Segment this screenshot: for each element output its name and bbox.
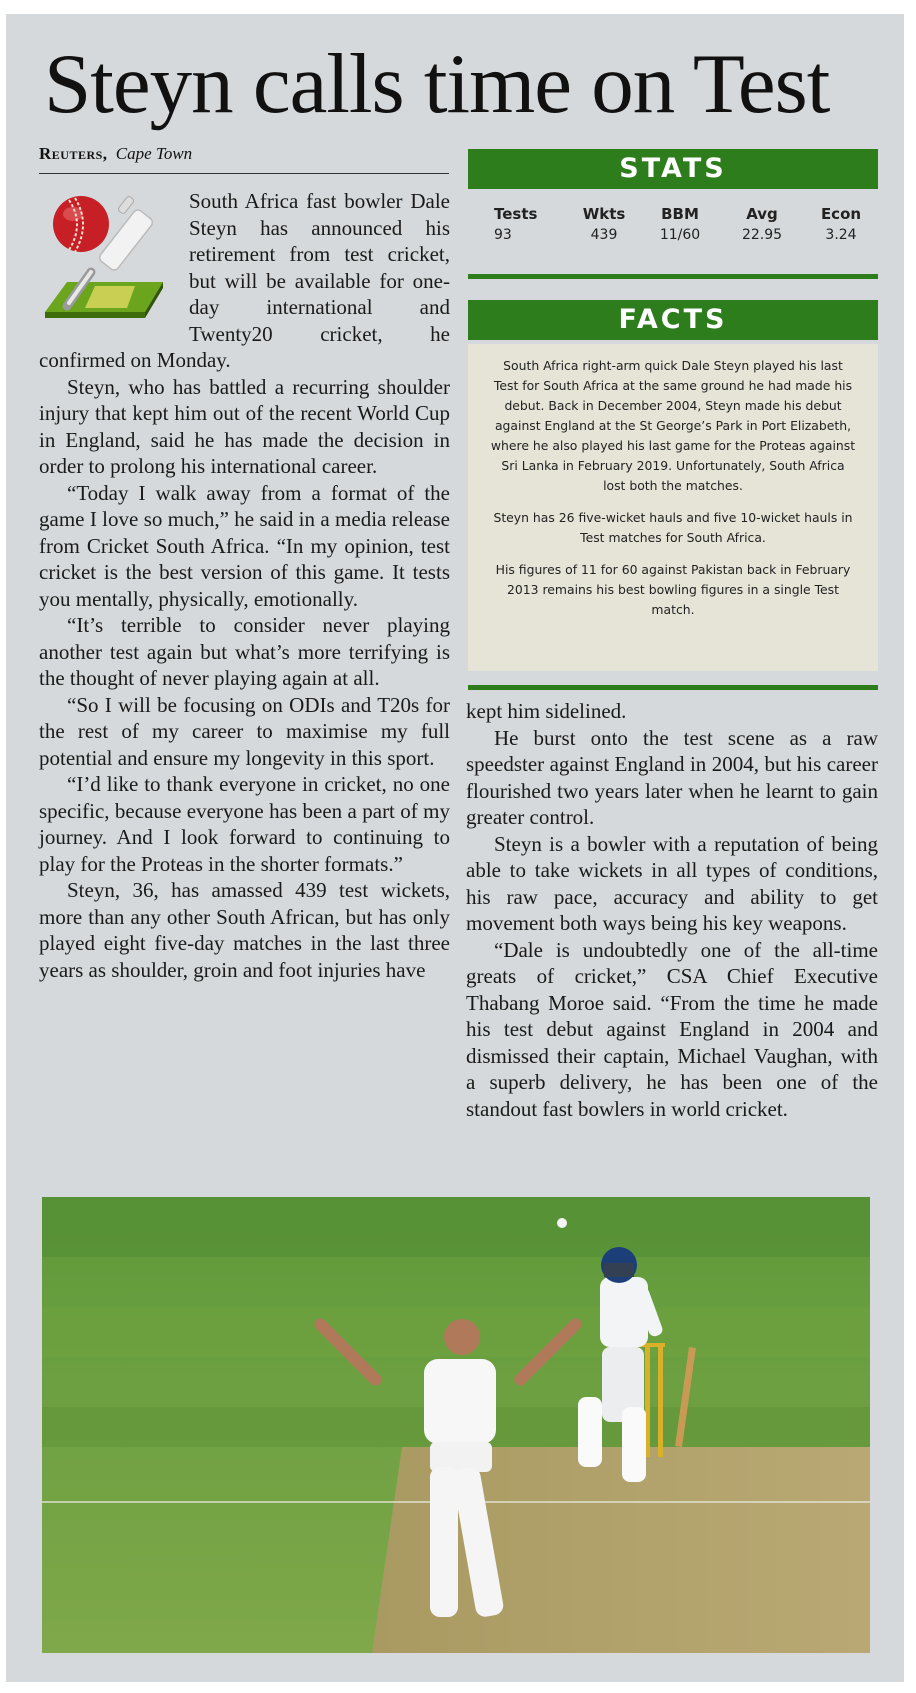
stats-col-wkts: Wkts	[582, 205, 626, 223]
stats-col-econ: Econ	[820, 205, 862, 223]
article-paragraph: “So I will be focusing on ODIs and T20s for the rest of my career to maximise my full potential and ensure my longevity in this sport.	[39, 692, 450, 770]
article-paragraph: Steyn, 36, has amassed 439 test wickets, more than any other South African, but has only played eight five-day matches in the last three years as shoulder, groin and foot injuries have	[39, 878, 450, 982]
match-photo	[42, 1197, 870, 1653]
headline: Steyn calls time on Test	[44, 37, 830, 131]
article-paragraph: Steyn, who has battled a recurring shoulder injury that kept him out of the recent World Cup in England, said he has made the decision in order to prolong his international career.	[39, 374, 450, 478]
stats-header: STATS	[468, 149, 878, 189]
article-lead: South Africa fast bowler Dale Steyn has announced his retirement from test cricket, but will be available for one-day international and Twenty20 cricket, he confirmed on Monday.	[39, 189, 450, 372]
byline-location: Cape Town	[115, 144, 193, 163]
article-continuation: kept him sidelined.	[466, 699, 627, 723]
article-paragraph: “It’s terrible to consider never playing another test again but what’s more terrifying is the thought of never playing again at all.	[39, 613, 450, 690]
article-column-right	[466, 698, 878, 1122]
byline	[39, 144, 192, 164]
facts-body	[468, 344, 878, 671]
stats-value-wkts: 439	[590, 227, 618, 243]
stats-col-avg: Avg	[746, 205, 778, 223]
facts-header: FACTS	[468, 300, 878, 340]
fact-item: South Africa right-arm quick Dale Steyn played his last Test for South Africa at the same ground he had made his debut. Back in December 2004, Steyn made his debut against England at the St George’s Park in Port Elizabeth, where he also played his last game for the Proteas against Sri Lanka in February 2019. Unfortunately, South Africa lost both the matches.	[490, 358, 856, 493]
article-paragraph: He burst onto the test scene as a raw speedster against England in 2004, but his career flourished two years later when he learnt to gain greater control.	[466, 725, 878, 829]
stats-value-bbm: 11/60	[659, 227, 701, 243]
fact-item: Steyn has 26 five-wicket hauls and five 10-wicket hauls in Test matches for South Africa.	[493, 510, 853, 545]
stats-col-tests: Tests	[494, 205, 538, 223]
stats-value-econ: 3.24	[825, 227, 857, 243]
stats-col-bbm: BBM	[661, 205, 699, 223]
stats-divider	[468, 274, 878, 279]
byline-agency: Reuters,	[39, 144, 108, 163]
article-paragraph: “Dale is undoubtedly one of the all-time greats of cricket,” CSA Chief Executive Thabang Moroe said. “From the time he made his test debut against England in 2004 and dismissed their captain, Michael Vaughan, with a superb delivery, he has been one of the standout fast bowlers in world cricket.	[466, 937, 878, 1121]
byline-rule	[39, 173, 449, 174]
article-paragraph: Steyn is a bowler with a reputation of being able to take wickets in all types of conditions, his raw pace, accuracy and ability to get movement both ways being his key weapons.	[466, 831, 878, 935]
article-page	[6, 14, 904, 1682]
fact-item: His figures of 11 for 60 against Pakistan back in February 2013 remains his best bowling figures in a single Test match.	[495, 562, 851, 617]
stats-value-avg: 22.95	[741, 227, 783, 243]
cricket-ball-bat-icon	[39, 188, 181, 336]
stats-value-tests: 93	[494, 227, 512, 243]
article-column-left	[39, 188, 450, 983]
article-paragraph: “Today I walk away from a format of the game I love so much,” he said in a media release from Cricket South Africa. “In my opinion, test cricket is the best version of this game. It tests you mentally, physically, emotionally.	[39, 480, 450, 611]
stats-value-row	[468, 225, 878, 246]
article-paragraph: “I’d like to thank everyone in cricket, no one specific, because everyone has been a part of my journey. And I look forward to continuing to play for the Proteas in the shorter formats.”	[39, 772, 450, 876]
stats-table	[468, 204, 878, 246]
facts-divider	[468, 685, 878, 690]
stats-header-row	[468, 204, 878, 225]
